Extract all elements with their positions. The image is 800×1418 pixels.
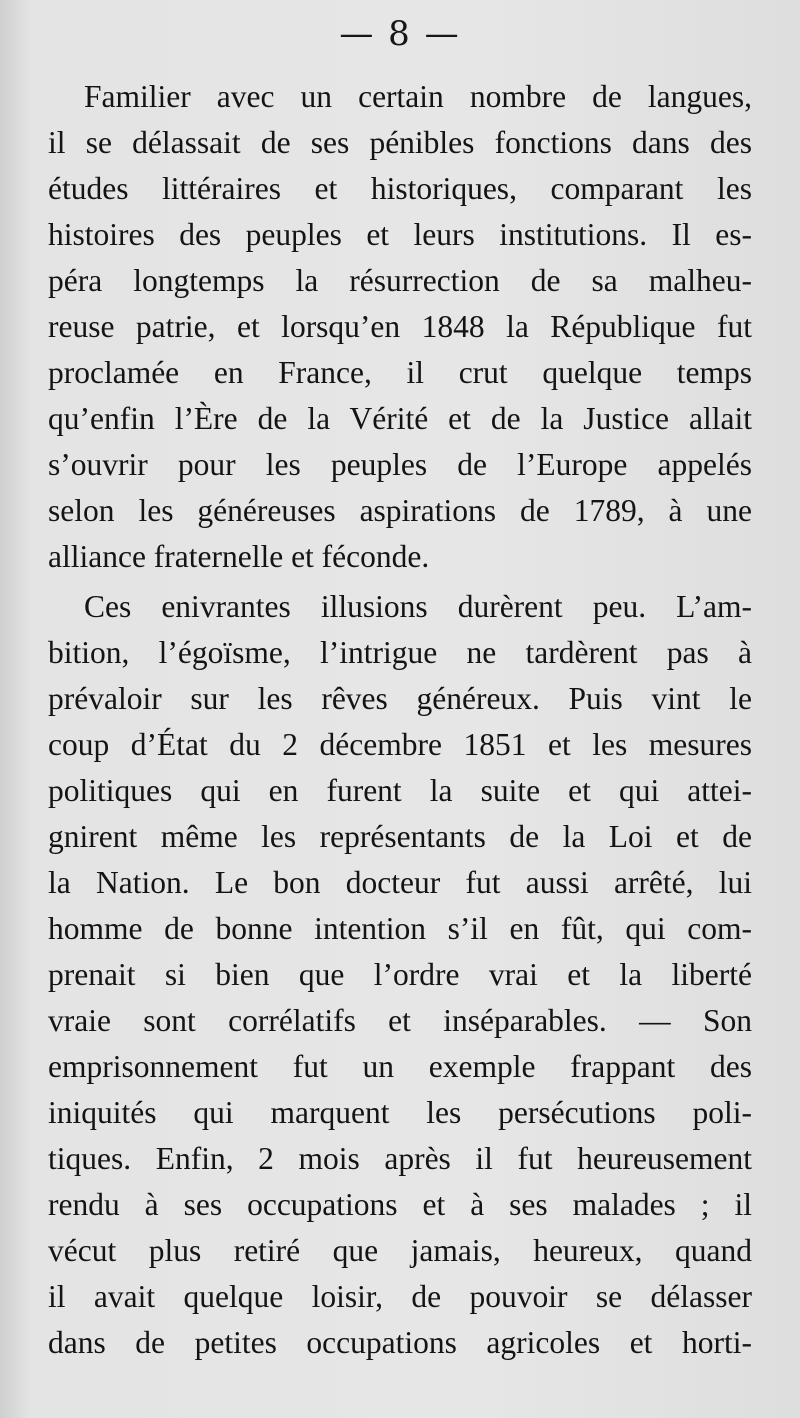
text-line: prenait si bien que l’ordre vrai et la liberté bbox=[48, 957, 752, 992]
text-line: selon les généreuses aspirations de 1789, à une bbox=[48, 493, 752, 528]
text-line: rendu à ses occupations et à ses malades ; il bbox=[48, 1187, 752, 1222]
text-line: s’ouvrir pour les peuples de l’Europe appelés bbox=[48, 447, 752, 482]
text-line: dans de petites occupations agricoles et horti- bbox=[48, 1325, 752, 1360]
paragraph bbox=[48, 74, 752, 580]
text-line: qu’enfin l’Ère de la Vérité et de la Justice allait bbox=[48, 401, 752, 436]
text-line: prévaloir sur les rêves généreux. Puis vint le bbox=[48, 681, 752, 716]
text-line: vraie sont corrélatifs et inséparables. — Son bbox=[48, 1003, 752, 1038]
text-line: emprisonnement fut un exemple frappant des bbox=[48, 1049, 752, 1084]
text-line: iniquités qui marquent les persécutions poli- bbox=[48, 1095, 752, 1130]
paragraph bbox=[48, 584, 752, 1366]
text-line: homme de bonne intention s’il en fût, qui com- bbox=[48, 911, 752, 946]
text-line: histoires des peuples et leurs institutions. Il es- bbox=[48, 217, 752, 252]
text-line: gnirent même les représentants de la Loi et de bbox=[48, 819, 752, 854]
text-line: proclamée en France, il crut quelque temps bbox=[48, 355, 752, 390]
text-line: coup d’État du 2 décembre 1851 et les mesures bbox=[48, 727, 752, 762]
text-line: reuse patrie, et lorsqu’en 1848 la République fut bbox=[48, 309, 752, 344]
text-line: péra longtemps la résurrection de sa malheu- bbox=[48, 263, 752, 298]
text-line: bition, l’égoïsme, l’intrigue ne tardèrent pas à bbox=[48, 635, 752, 670]
page-number: — 8 — bbox=[339, 14, 461, 54]
text-line: la Nation. Le bon docteur fut aussi arrêté, lui bbox=[48, 865, 752, 900]
text-line: il se délassait de ses pénibles fonctions dans des bbox=[48, 125, 752, 160]
text-line: politiques qui en furent la suite et qui attei- bbox=[48, 773, 752, 808]
text-line: alliance fraternelle et féconde. bbox=[48, 539, 430, 574]
text-line: Ces enivrantes illusions durèrent peu. L’am- bbox=[84, 589, 752, 624]
text-line: vécut plus retiré que jamais, heureux, quand bbox=[48, 1233, 752, 1268]
text-line: tiques. Enfin, 2 mois après il fut heureusement bbox=[48, 1141, 752, 1176]
text-line: il avait quelque loisir, de pouvoir se délasser bbox=[48, 1279, 752, 1314]
page-body bbox=[48, 74, 752, 1366]
text-line: études littéraires et historiques, comparant les bbox=[48, 171, 752, 206]
text-line: Familier avec un certain nombre de langues, bbox=[84, 79, 752, 114]
